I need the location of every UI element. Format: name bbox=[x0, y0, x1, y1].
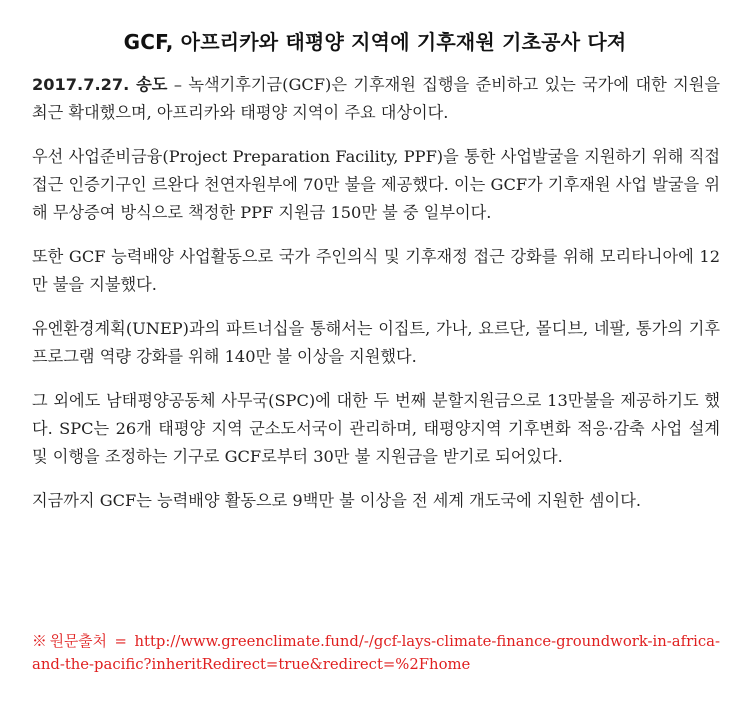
paragraph-summary: 지금까지 GCF는 능력배양 활동으로 9백만 불 이상을 전 세계 개도국에 지원한 셈이다. bbox=[32, 491, 641, 510]
paragraph-unep: 유엔환경계획(UNEP)과의 파트너십을 통해서는 이집트, 가나, 요르단, 몰디브, 네팔, 통가의 기후 프로그램 역량 강화를 위해 140만 불 이상을 지원했다. bbox=[32, 319, 720, 366]
lead-text: – 녹색기후기금(GCF)은 기후재원 집행을 준비하고 있는 국가에 대한 지원을 최근 확대했으며, 아프리카와 태평양 지역이 주요 대상이다. bbox=[32, 75, 721, 122]
paragraph-ppf: 우선 사업준비금융(Project Preparation Facility, PPF)을 통한 사업발굴을 지원하기 위해 직접접근 인증기구인 르완다 천연자원부에 70만 불을 제공했다. 이는 GCF가 기후재원 사업 발굴을 위해 무상증여 방식으로 책정한 PPF 지원금 150만 불 중 일부이다. bbox=[32, 147, 720, 222]
lead-paragraph bbox=[32, 71, 720, 127]
dateline: 2017.7.27. 송도 bbox=[32, 75, 168, 94]
article-body bbox=[32, 71, 720, 531]
source-link[interactable]: ※원문출처 = http://www.greenclimate.fund/-/gcf-lays-climate-finance-groundwork-in-africa-and-the-pacific?inheritRedirect=true&redirect=%2Fhome bbox=[32, 633, 720, 673]
article-title: GCF, 아프리카와 태평양 지역에 기후재원 기초공사 다져 bbox=[123, 30, 627, 54]
paragraph-spc: 그 외에도 남태평양공동체 사무국(SPC)에 대한 두 번째 분할지원금으로 13만불을 제공하기도 했다. SPC는 26개 태평양 지역 군소도서국이 관리하며, 태평양지역 기후변화 적응·감축 사업 설계 및 이행을 조정하는 기구로 GCF로부터 30만 불 지원금을 받기로 되어있다. bbox=[32, 391, 720, 466]
paragraph-mauritania: 또한 GCF 능력배양 사업활동으로 국가 주인의식 및 기후재정 접근 강화를 위해 모리타니아에 12만 불을 지불했다. bbox=[32, 247, 720, 294]
